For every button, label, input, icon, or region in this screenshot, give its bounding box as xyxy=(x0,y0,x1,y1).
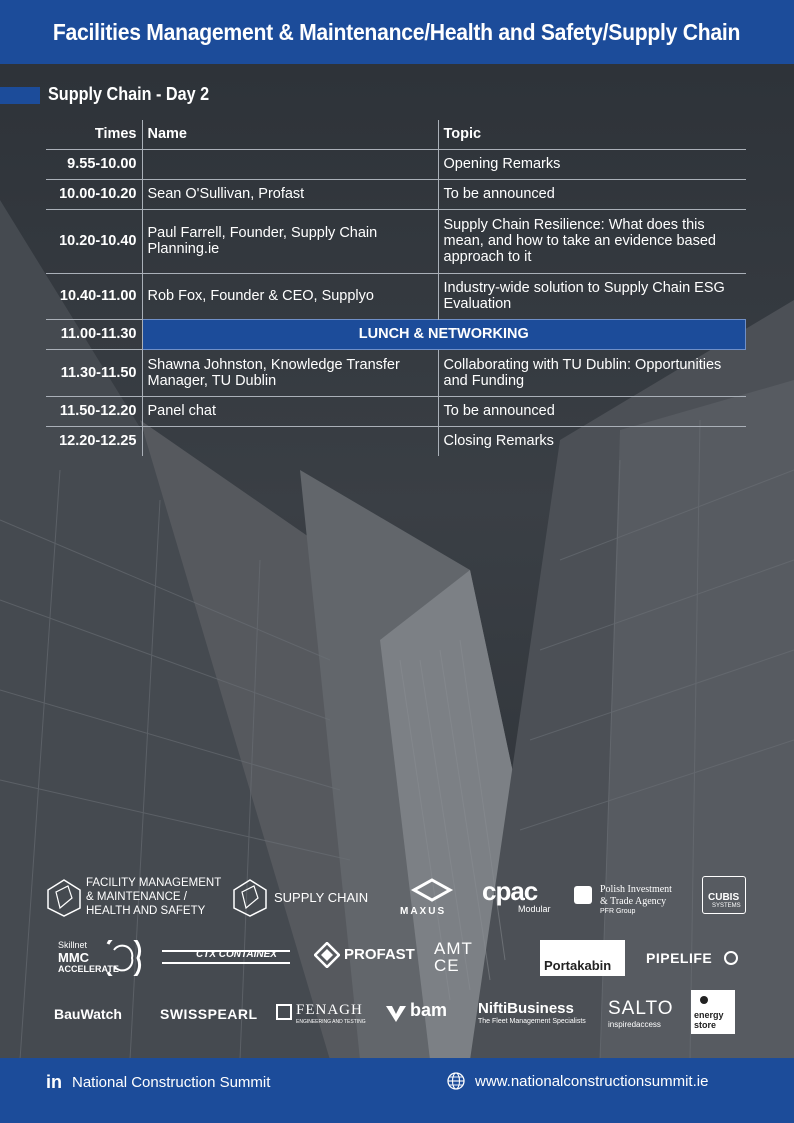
salto-logo: SALTO xyxy=(608,998,674,1019)
row-topic: Opening Remarks xyxy=(443,156,561,172)
table-header-row xyxy=(46,120,746,149)
sponsor-logos xyxy=(0,870,794,1050)
row-name: Rob Fox, Founder & CEO, Supplyo xyxy=(142,273,438,319)
row-time: 11.30-11.50 xyxy=(46,349,142,396)
table-row xyxy=(46,426,746,456)
row-time: 9.55-10.00 xyxy=(46,149,142,179)
cubis-logo-subtitle: SYSTEMS xyxy=(712,903,741,909)
row-time: 11.50-12.20 xyxy=(46,396,142,426)
header-topic: Topic xyxy=(443,126,482,143)
profast-logo: PROFAST xyxy=(344,946,415,963)
profast-logo-mark xyxy=(314,942,340,968)
bauwatch-logo: BauWatch xyxy=(54,1006,122,1022)
supply-chain-logo: SUPPLY CHAIN xyxy=(274,890,369,905)
header-times: Times xyxy=(46,120,142,149)
section-accent-bar xyxy=(0,87,40,104)
page-header xyxy=(0,0,794,64)
accelerate-logo: ACCELERATE xyxy=(58,964,119,974)
nifti-business-subtitle: The Fleet Management Specialists xyxy=(478,1018,586,1025)
row-topic: Supply Chain Resilience: What does this mean, and how to take an evidence based approach to it xyxy=(443,217,716,265)
pipelife-logo: PIPELIFE xyxy=(646,950,713,966)
table-row-lunch xyxy=(46,319,746,349)
mmc-logo: MMC xyxy=(58,950,90,965)
table-row xyxy=(46,179,746,209)
bam-logo-mark xyxy=(384,1002,408,1024)
cpac-logo: cpac xyxy=(482,876,538,906)
swisspearl-logo: SWISSPEARL xyxy=(160,1006,258,1022)
cpac-logo-subtitle: Modular xyxy=(518,904,551,914)
row-name: Shawna Johnston, Knowledge Transfer Manager, TU Dublin xyxy=(142,349,438,396)
footer-website-url: www.nationalconstructionsummit.ie xyxy=(475,1072,709,1090)
footer-linkedin[interactable] xyxy=(46,1072,270,1093)
portakabin-logo: Portakabin xyxy=(544,958,612,973)
polish-agency-icon xyxy=(574,886,592,904)
supply-chain-logo-mark xyxy=(232,878,268,918)
energy-store-logo: energy store xyxy=(694,1010,724,1030)
containex-logo: CTX CONTAINEX xyxy=(196,949,277,960)
row-time: 10.40-11.00 xyxy=(46,273,142,319)
maxus-logo: MAXUS xyxy=(400,906,447,917)
row-time: 10.00-10.20 xyxy=(46,179,142,209)
polish-agency-logo: Polish Investment & Trade Agency xyxy=(600,884,672,907)
nifti-business-logo: NiftiBusiness xyxy=(478,1000,574,1017)
facility-management-logo-mark xyxy=(46,878,82,918)
salto-logo-subtitle: inspiredaccess xyxy=(608,1020,661,1029)
polish-agency-subtitle: PFR Group xyxy=(600,908,636,915)
fenagh-logo: FENAGH xyxy=(296,1002,363,1018)
page-title: Facilities Management & Maintenance/Health and Safety/Supply Chain xyxy=(53,18,741,45)
mmc-accelerate-arc-icon xyxy=(104,940,142,976)
schedule-table xyxy=(46,120,746,456)
table-row xyxy=(46,273,746,319)
row-time: 10.20-10.40 xyxy=(46,209,142,273)
row-topic: To be announced xyxy=(443,186,555,202)
row-topic: Closing Remarks xyxy=(443,433,554,450)
row-name: Panel chat xyxy=(142,396,438,426)
row-time: 12.20-12.25 xyxy=(46,426,142,456)
table-row xyxy=(46,349,746,396)
facility-management-logo: FACILITY MANAGEMENT & MAINTENANCE / HEALTH AND SAFETY xyxy=(86,877,222,917)
fenagh-logo-subtitle: ENGINEERING AND TESTING xyxy=(296,1019,366,1025)
amtce-logo: AMT CE xyxy=(434,939,473,975)
footer-linkedin-label: National Construction Summit xyxy=(72,1074,271,1091)
row-topic: Collaborating with TU Dublin: Opportunities and Funding xyxy=(443,356,722,389)
section-title: Supply Chain - Day 2 xyxy=(48,84,210,104)
table-row xyxy=(46,149,746,179)
row-topic: To be announced xyxy=(443,403,555,419)
table-row xyxy=(46,209,746,273)
row-name: Paul Farrell, Founder, Supply Chain Planning.ie xyxy=(142,209,438,273)
maxus-logo-mark xyxy=(410,878,454,902)
page-footer xyxy=(0,1058,794,1123)
row-topic: Industry-wide solution to Supply Chain ESG Evaluation xyxy=(443,280,725,312)
fenagh-logo-mark xyxy=(276,1004,292,1020)
table-row xyxy=(46,396,746,426)
cubis-logo: CUBIS xyxy=(708,892,740,903)
row-name: Sean O'Sullivan, Profast xyxy=(142,179,438,209)
row-name xyxy=(142,426,438,456)
lunch-break-banner: LUNCH & NETWORKING xyxy=(142,319,746,349)
footer-website[interactable] xyxy=(447,1072,708,1090)
row-time: 11.00-11.30 xyxy=(46,319,142,349)
bam-logo: bam xyxy=(410,1000,448,1020)
globe-icon xyxy=(447,1072,465,1090)
header-name: Name xyxy=(142,120,438,149)
linkedin-icon: in xyxy=(46,1072,62,1092)
skillnet-logo: Skillnet xyxy=(58,940,88,950)
pipelife-circle-icon xyxy=(724,951,738,965)
energy-store-dot-icon xyxy=(700,996,708,1004)
row-name xyxy=(142,149,438,179)
